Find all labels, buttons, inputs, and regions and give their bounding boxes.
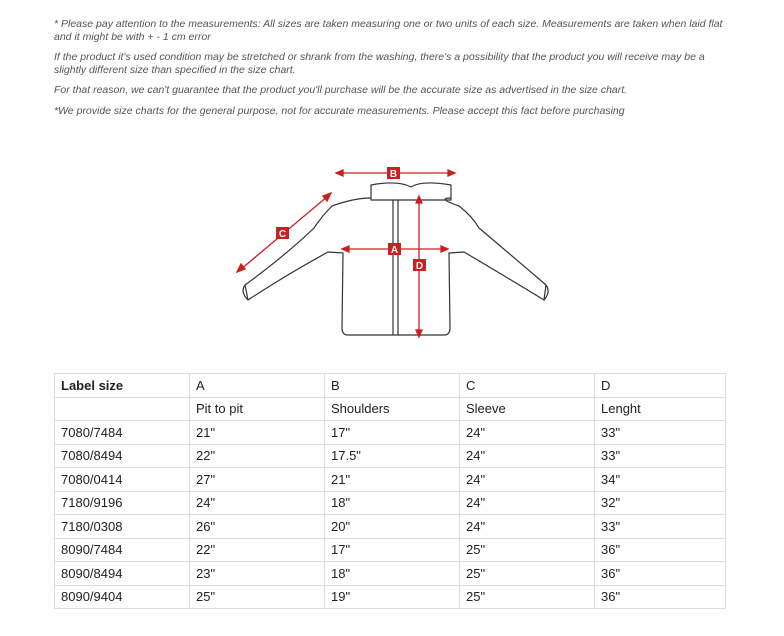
label-b-badge bbox=[387, 167, 400, 180]
label-d: D bbox=[415, 261, 424, 272]
cell-label-size: 8090/7484 bbox=[55, 538, 190, 562]
cell-shoulders: 18" bbox=[325, 562, 460, 586]
label-c: C bbox=[278, 229, 287, 240]
cell-pit-to-pit: 22" bbox=[190, 538, 325, 562]
cell-pit-to-pit: 23" bbox=[190, 562, 325, 586]
cell-label-size: 8090/9404 bbox=[55, 585, 190, 609]
cell-label-size: 7080/8494 bbox=[55, 444, 190, 468]
cell-shoulders: 17.5" bbox=[325, 444, 460, 468]
label-b: B bbox=[389, 169, 398, 180]
cell-label-size: 7180/0308 bbox=[55, 515, 190, 539]
header-a: A bbox=[190, 374, 325, 398]
cell-shoulders: 17" bbox=[325, 538, 460, 562]
label-c-badge bbox=[276, 227, 289, 240]
cell-sleeve: 24" bbox=[460, 468, 595, 492]
note-no-guarantee: For that reason, we can't guarantee that the product you'll purchase will be the accurate size as advertised in the size chart. bbox=[54, 84, 628, 96]
jacket-measurement-diagram bbox=[226, 160, 556, 345]
cell-pit-to-pit: 24" bbox=[190, 491, 325, 515]
cell-length: 33" bbox=[595, 421, 726, 445]
cell-pit-to-pit: 25" bbox=[190, 585, 325, 609]
header-b: B bbox=[325, 374, 460, 398]
note-general-purpose: *We provide size charts for the general purpose, not for accurate measurements. Please accept this fact before purchasing bbox=[54, 105, 625, 117]
subheader-length: Lenght bbox=[595, 397, 726, 421]
header-d: D bbox=[595, 374, 726, 398]
table-row bbox=[55, 538, 726, 562]
cell-length: 33" bbox=[595, 444, 726, 468]
table-row bbox=[55, 515, 726, 539]
cell-pit-to-pit: 21" bbox=[190, 421, 325, 445]
cell-length: 34" bbox=[595, 468, 726, 492]
cell-pit-to-pit: 27" bbox=[190, 468, 325, 492]
size-chart-table bbox=[54, 373, 726, 609]
cell-length: 36" bbox=[595, 585, 726, 609]
cell-shoulders: 21" bbox=[325, 468, 460, 492]
cell-sleeve: 25" bbox=[460, 585, 595, 609]
cell-pit-to-pit: 22" bbox=[190, 444, 325, 468]
cell-length: 33" bbox=[595, 515, 726, 539]
cell-length: 36" bbox=[595, 538, 726, 562]
subheader-label-size bbox=[55, 397, 190, 421]
subheader-shoulders: Shoulders bbox=[325, 397, 460, 421]
cell-shoulders: 17" bbox=[325, 421, 460, 445]
label-a: A bbox=[390, 245, 399, 256]
cell-label-size: 7080/0414 bbox=[55, 468, 190, 492]
cell-length: 36" bbox=[595, 562, 726, 586]
cell-pit-to-pit: 26" bbox=[190, 515, 325, 539]
label-d-badge bbox=[413, 259, 426, 272]
cell-label-size: 7080/7484 bbox=[55, 421, 190, 445]
cell-shoulders: 20" bbox=[325, 515, 460, 539]
cell-sleeve: 25" bbox=[460, 538, 595, 562]
cell-label-size: 8090/8494 bbox=[55, 562, 190, 586]
measurement-arrows bbox=[237, 170, 455, 337]
cell-label-size: 7180/9196 bbox=[55, 491, 190, 515]
header-c: C bbox=[460, 374, 595, 398]
label-a-badge bbox=[388, 243, 401, 256]
cell-sleeve: 25" bbox=[460, 562, 595, 586]
measurement-notes bbox=[54, 18, 730, 124]
subheader-pit-to-pit: Pit to pit bbox=[190, 397, 325, 421]
cell-sleeve: 24" bbox=[460, 515, 595, 539]
table-row bbox=[55, 562, 726, 586]
table-row bbox=[55, 491, 726, 515]
cell-sleeve: 24" bbox=[460, 421, 595, 445]
jacket-outline bbox=[243, 183, 548, 335]
header-label-size: Label size bbox=[55, 374, 190, 398]
table-row bbox=[55, 444, 726, 468]
table-subheader-row bbox=[55, 397, 726, 421]
subheader-sleeve: Sleeve bbox=[460, 397, 595, 421]
cell-shoulders: 19" bbox=[325, 585, 460, 609]
cell-length: 32" bbox=[595, 491, 726, 515]
note-measurements: * Please pay attention to the measurements: All sizes are taken measuring one or two units of each size. Measurements are taken when laid flat and it might be with + - 1 cm error bbox=[54, 18, 723, 43]
table-row bbox=[55, 585, 726, 609]
note-used-condition: If the product it's used condition may be stretched or shrank from the washing, there's a possibility that the product you will receive may be a slightly different size than specified in the size chart. bbox=[54, 51, 705, 76]
cell-shoulders: 18" bbox=[325, 491, 460, 515]
cell-sleeve: 24" bbox=[460, 491, 595, 515]
table-row bbox=[55, 421, 726, 445]
cell-sleeve: 24" bbox=[460, 444, 595, 468]
table-row bbox=[55, 468, 726, 492]
table-header-row bbox=[55, 374, 726, 398]
